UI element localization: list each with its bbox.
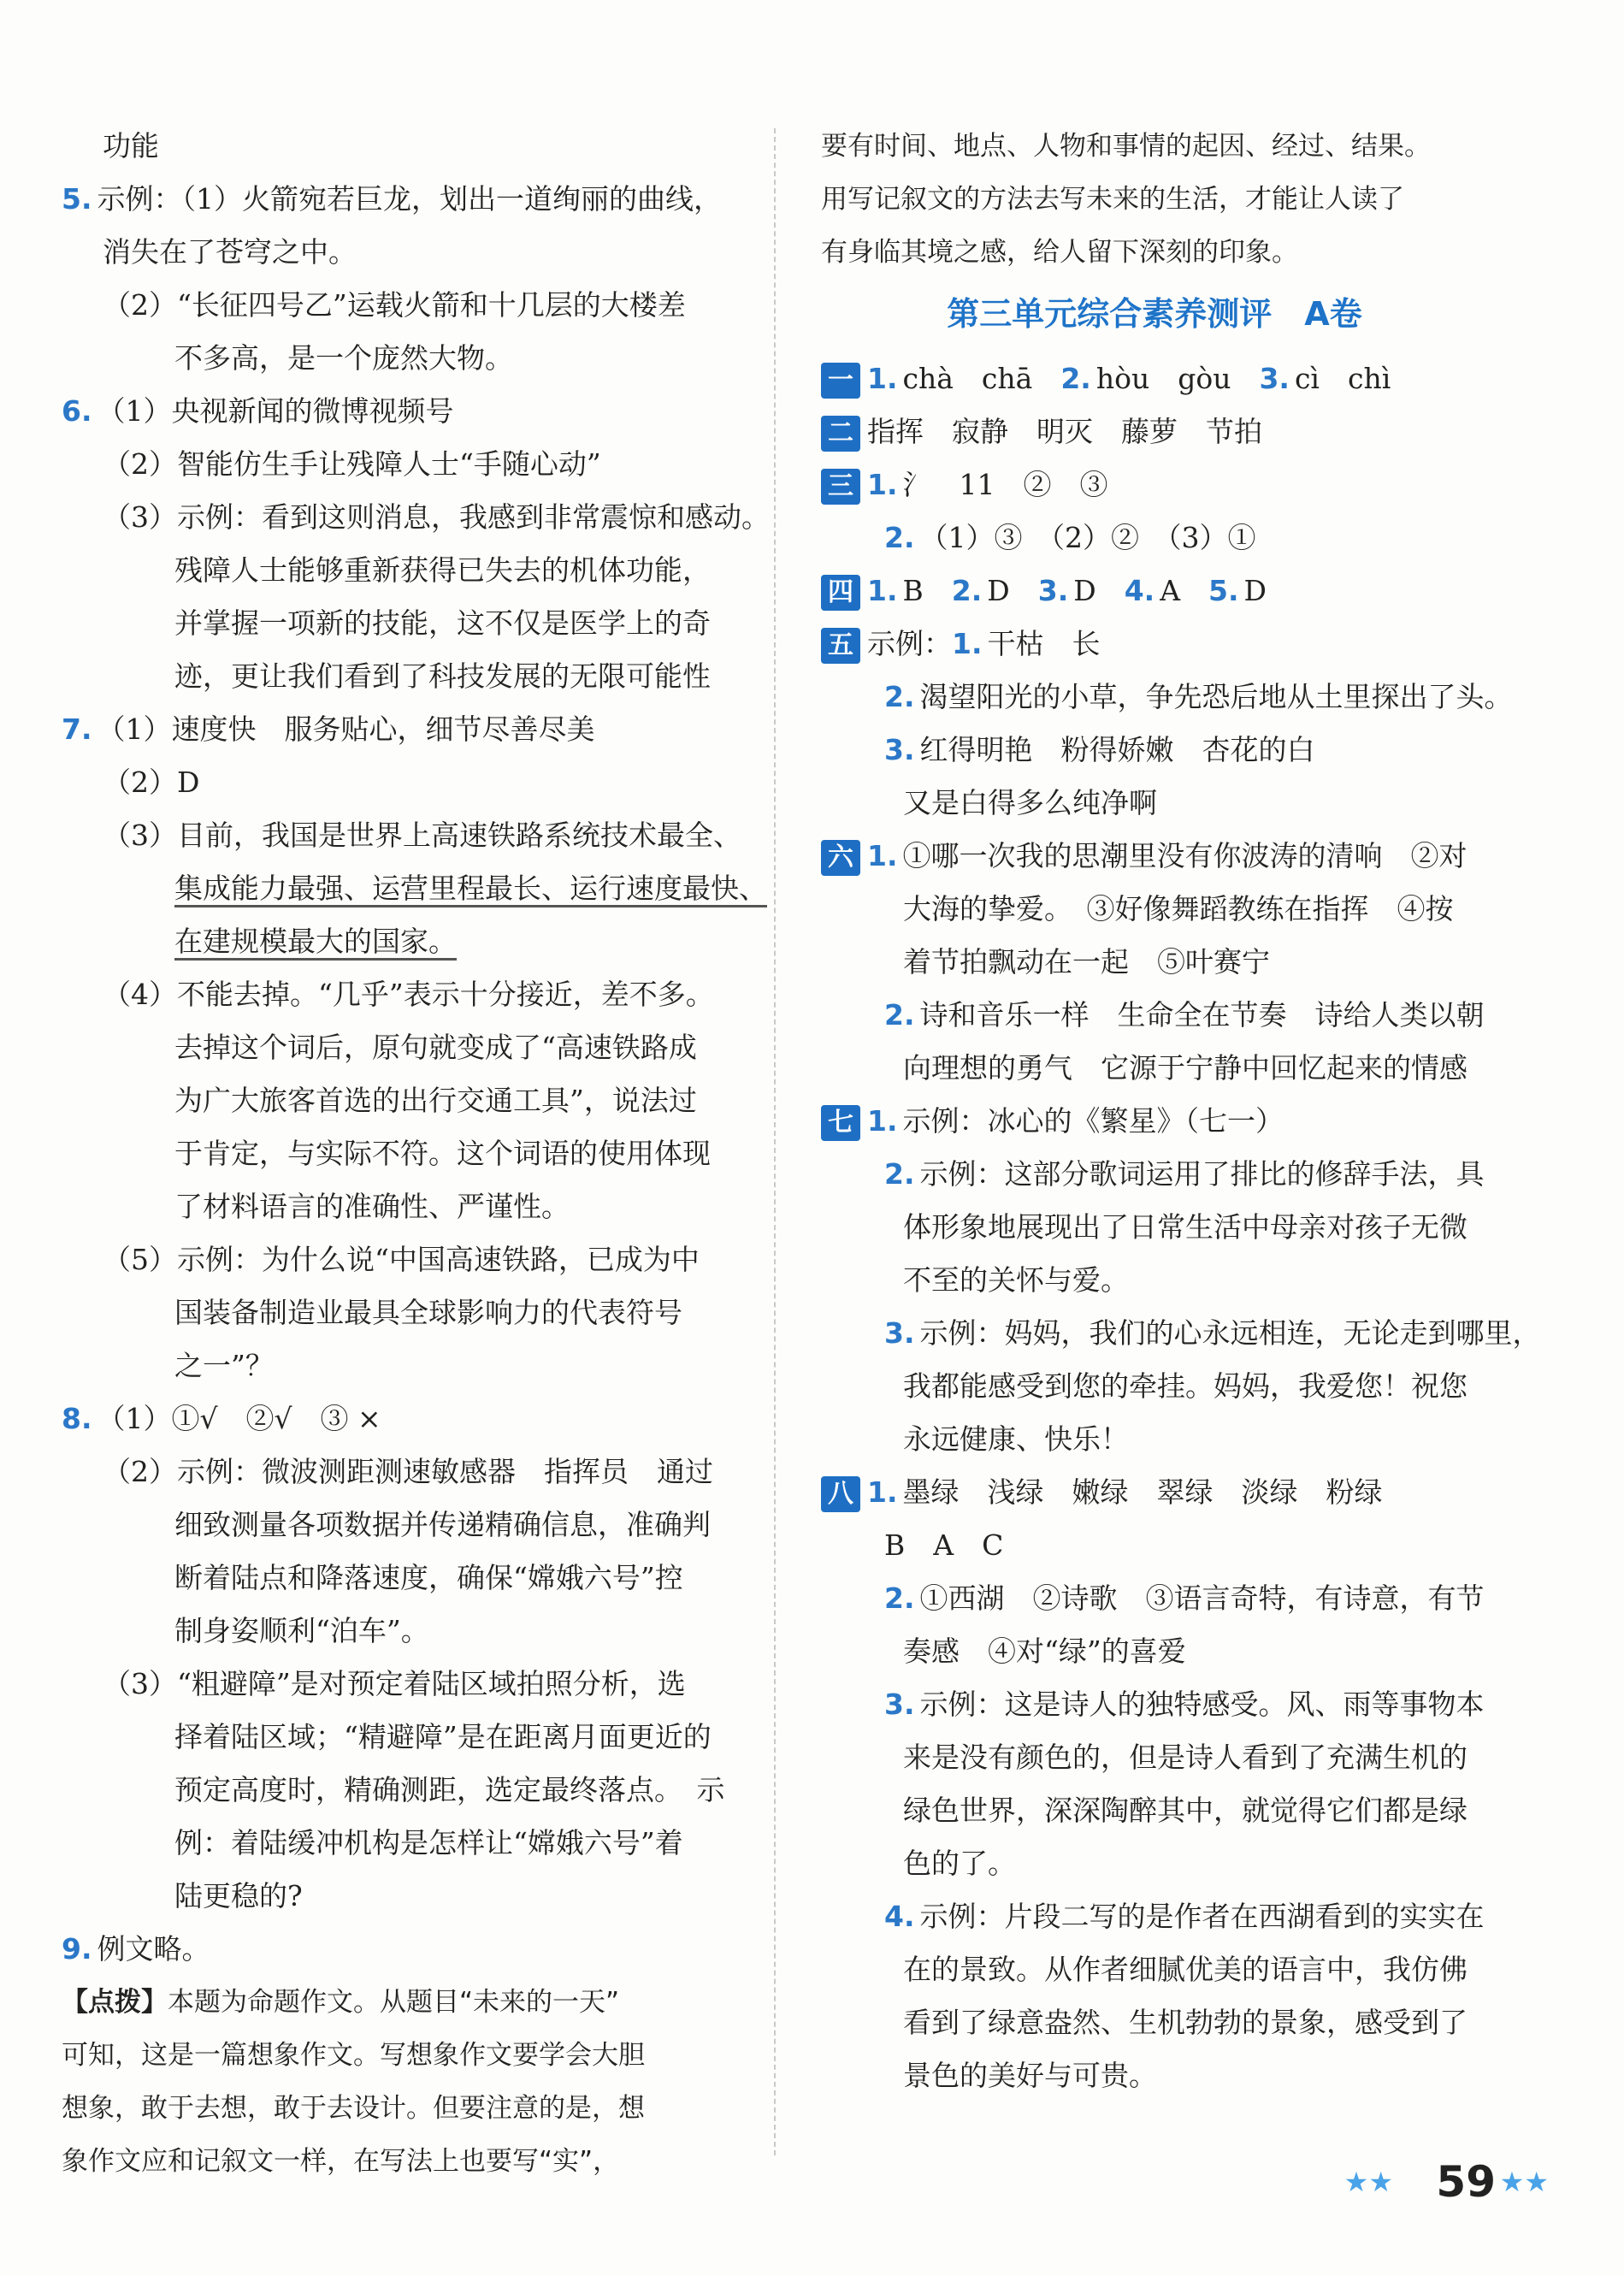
question-number: 2.	[884, 1157, 915, 1191]
answer-text: （2）智能仿生手让残障人士“手随心动”	[103, 447, 601, 481]
question-number: 5.	[62, 182, 92, 216]
section-badge: 五	[821, 628, 860, 664]
answer-text: cì chì	[1294, 362, 1391, 395]
star-icons-right: ★★	[1499, 2166, 1549, 2198]
answer-text: 示例：妈妈，我们的心永远相连，无论走到哪里，	[919, 1316, 1541, 1350]
question-number: 1.	[867, 1475, 898, 1509]
answer-text: 又是白得多么纯净啊	[903, 786, 1157, 819]
answer-text: 示例：	[867, 627, 952, 660]
answer-line	[821, 1625, 1488, 1678]
left-column	[62, 120, 770, 2188]
question-number: 3.	[1037, 574, 1069, 607]
answer-line	[62, 1923, 754, 1976]
hint-text: 象作文应和记叙文一样，在写法上也要写“实”，	[62, 2146, 620, 2177]
hint-text: 本题为命题作文。从题目“未来的一天”	[168, 1987, 620, 2018]
answer-text: 集成能力最强、运营里程最长、运行速度最快、	[174, 872, 767, 905]
answer-line	[821, 1678, 1488, 1731]
answer-text: 择着陆区域；“精避障”是在距离月面更近的	[174, 1720, 712, 1753]
answer-line	[821, 777, 1488, 830]
answer-line	[821, 1837, 1488, 1890]
answer-line	[821, 352, 1488, 405]
answer-line	[821, 1095, 1488, 1148]
answer-line	[62, 173, 754, 226]
answer-text: （1）速度快 服务贴心，细节尽善尽美	[97, 712, 595, 746]
answer-line	[62, 438, 754, 491]
answer-line	[62, 1499, 754, 1552]
answer-line	[62, 597, 754, 650]
answer-text: 细致测量各项数据并传递精确信息，准确判	[174, 1508, 711, 1541]
answer-text: 示例：片段二写的是作者在西湖看到的实实在	[919, 1900, 1485, 1933]
answer-line	[62, 491, 770, 544]
answer-line	[62, 862, 767, 915]
answer-text: 之一”？	[174, 1349, 274, 1382]
hint-line	[62, 2082, 754, 2135]
answer-line	[62, 1445, 754, 1499]
hint-text: 可知，这是一篇想象作文。写想象作文要学会大胆	[62, 2040, 645, 2071]
answer-text: 景色的美好与可贵。	[903, 2059, 1157, 2092]
question-number: 2.	[884, 998, 915, 1032]
section-badge: 三	[821, 469, 860, 505]
answer-text: 例文略。	[97, 1932, 210, 1966]
answer-line	[821, 405, 1488, 458]
section-badge: 四	[821, 575, 860, 611]
answer-text: 示例：这部分歌词运用了排比的修辞手法，具	[919, 1157, 1485, 1191]
answer-text: （3）目前，我国是世界上高速铁路系统技术最全、	[103, 819, 741, 852]
question-number: 6.	[62, 394, 92, 428]
answer-text: 迹，更让我们看到了科技发展的无限可能性	[174, 659, 711, 693]
answer-text: （1）③ （2）② （3）①	[919, 521, 1256, 554]
question-number: 1.	[867, 574, 898, 607]
answer-line	[821, 565, 1488, 618]
answer-line	[821, 1201, 1488, 1254]
answer-text: D	[987, 574, 1038, 607]
answer-text: 于肯定，与实际不符。这个词语的使用体现	[174, 1137, 711, 1170]
answer-line	[62, 1392, 754, 1445]
answer-line	[821, 883, 1488, 936]
answer-text: D	[1243, 574, 1267, 607]
answer-line	[62, 120, 754, 173]
hint-continuation-line: 用写记叙文的方法去写未来的生活，才能让人读了	[821, 184, 1404, 215]
answer-text: 陆更稳的?	[174, 1879, 303, 1912]
hint-text: 想象，敢于去想，敢于去设计。但要注意的是，想	[62, 2093, 645, 2124]
answer-line	[821, 1572, 1488, 1625]
question-number: 1.	[867, 1104, 898, 1138]
question-number: 2.	[884, 1581, 915, 1615]
answer-text: 国装备制造业最具全球影响力的代表符号	[174, 1296, 682, 1329]
answer-text: （4）不能去掉。“几乎”表示十分接近，差不多。	[103, 978, 714, 1011]
answer-line	[62, 809, 754, 862]
answer-text: 绿色世界，深深陶醉其中，就觉得它们都是绿	[903, 1794, 1468, 1827]
answer-line	[821, 1996, 1488, 2049]
answer-text: 奏感 ④对“绿”的喜爱	[903, 1635, 1186, 1668]
answer-text: 氵 11 ② ③	[902, 468, 1108, 501]
answer-line	[62, 1552, 754, 1605]
question-number: 7.	[62, 712, 92, 746]
question-number: 1.	[867, 468, 898, 501]
answer-text: 来是没有颜色的，但是诗人看到了充满生机的	[903, 1741, 1468, 1774]
answer-line	[62, 1817, 754, 1870]
answer-text: 永远健康、快乐！	[903, 1422, 1129, 1456]
answer-line	[62, 968, 754, 1021]
answer-text: 大海的挚爱。 ③好像舞蹈教练在指挥 ④按	[903, 892, 1454, 925]
hint-line	[62, 1976, 754, 2029]
answer-text: 在的景致。从作者细腻优美的语言中，我仿佛	[903, 1953, 1468, 1986]
section-badge: 一	[821, 363, 860, 399]
answer-line	[62, 915, 754, 968]
question-number: 1.	[952, 627, 983, 660]
answer-text: 不至的关怀与爱。	[903, 1263, 1129, 1297]
page-number: 59	[1436, 2157, 1496, 2207]
answer-line	[821, 671, 1513, 724]
question-number: 2.	[884, 680, 915, 713]
answer-line	[821, 830, 1488, 883]
answer-text: A	[1160, 574, 1209, 607]
star-icons-left: ★★	[1343, 2166, 1393, 2198]
answer-line	[62, 1286, 754, 1339]
answer-line	[62, 1764, 754, 1817]
answer-text: hòu gòu	[1095, 362, 1260, 395]
answer-line	[821, 1413, 1488, 1466]
hint-note	[62, 1976, 754, 2188]
answer-line	[821, 1890, 1488, 1943]
answer-line	[62, 226, 754, 279]
answer-line	[62, 1339, 754, 1392]
hint-continuation-line: 要有时间、地点、人物和事情的起因、经过、结果。	[821, 131, 1431, 162]
answer-line	[821, 1360, 1488, 1413]
answer-line	[62, 756, 754, 809]
answer-line	[821, 1466, 1488, 1519]
answer-line	[821, 936, 1488, 989]
question-number: 8.	[62, 1402, 92, 1435]
answer-line	[62, 544, 754, 597]
answer-text: 不多高，是一个庞然大物。	[174, 341, 513, 375]
answer-line	[821, 1148, 1488, 1201]
answer-text: 去掉这个词后，原句就变成了“高速铁路成	[174, 1031, 697, 1064]
answer-text: （1）①√ ②√ ③ ×	[97, 1402, 381, 1435]
hint-line	[62, 2135, 754, 2188]
answer-text: 功能	[103, 129, 159, 163]
question-number: 9.	[62, 1932, 92, 1966]
answer-text: （3）“粗避障”是对预定着陆区域拍照分析，选	[103, 1667, 686, 1700]
answer-text: （2）“长征四号乙”运载火箭和十几层的大楼差	[103, 288, 686, 322]
answer-text: （2）示例：微波测距测速敏感器 指挥员 通过	[103, 1455, 713, 1488]
answer-text: B A C	[884, 1528, 1004, 1562]
answer-text: 消失在了苍穹之中。	[103, 235, 357, 269]
answer-text: 示例：（1）火箭宛若巨龙，划出一道绚丽的曲线，	[97, 182, 722, 216]
answer-text: 诗和音乐一样 生命全在节奏 诗给人类以朝	[919, 998, 1485, 1032]
answer-text: 示例：这是诗人的独特感受。风、雨等事物本	[919, 1688, 1485, 1721]
answer-text: 例：着陆缓冲机构是怎样让“嫦娥六号”着	[174, 1826, 683, 1859]
answer-text: B	[902, 574, 952, 607]
answer-line	[821, 989, 1488, 1042]
section-badge: 八	[821, 1476, 860, 1512]
answer-line	[62, 332, 754, 385]
section-title: 第三单元综合素养测评 A卷	[947, 295, 1362, 333]
answer-line	[62, 1870, 754, 1923]
answer-line	[62, 385, 754, 438]
hint-label: 【点拨】	[62, 1987, 168, 2018]
answer-line	[821, 1943, 1488, 1996]
section-badge: 六	[821, 840, 860, 876]
answer-text: 为广大旅客首选的出行交通工具”，说法过	[174, 1084, 697, 1117]
answer-line	[62, 1180, 754, 1233]
answer-line	[62, 1074, 754, 1127]
answer-line	[62, 279, 754, 332]
answer-text: 预定高度时，精确测距，选定最终落点。 示	[174, 1773, 725, 1806]
answer-text: 并掌握一项新的技能，这不仅是医学上的奇	[174, 606, 711, 640]
answer-text: 墨绿 浅绿 嫩绿 翠绿 淡绿 粉绿	[902, 1475, 1383, 1509]
column-divider	[774, 128, 776, 2155]
question-number: 4.	[884, 1900, 915, 1933]
section-badge: 七	[821, 1105, 860, 1141]
hint-line	[62, 2029, 754, 2082]
right-column	[821, 120, 1541, 2102]
answer-text: chà chā	[902, 362, 1061, 395]
question-number: 3.	[884, 1688, 915, 1721]
answer-text: 断着陆点和降落速度，确保“嫦娥六号”控	[174, 1561, 683, 1594]
answer-line	[62, 650, 754, 703]
question-number: 5.	[1208, 574, 1239, 607]
answer-line	[821, 2049, 1488, 2102]
answer-text: 向理想的勇气 它源于宁静中回忆起来的情感	[903, 1051, 1468, 1085]
answer-line	[62, 1711, 754, 1764]
question-number: 3.	[1259, 362, 1290, 395]
question-number: 2.	[951, 574, 983, 607]
answer-line	[821, 1307, 1541, 1360]
answer-text: 红得明艳 粉得娇嫩 杏花的白	[919, 733, 1315, 766]
hint-continuation-line: 有身临其境之感，给人留下深刻的印象。	[821, 237, 1298, 268]
answer-line	[821, 1519, 1488, 1572]
answer-line	[821, 618, 1488, 671]
answer-line	[62, 1605, 754, 1658]
answer-line	[821, 1731, 1488, 1784]
answer-text: 制身姿顺利“泊车”。	[174, 1614, 429, 1647]
answer-line	[62, 1658, 754, 1711]
question-number: 4.	[1124, 574, 1155, 607]
answer-line	[821, 511, 1488, 565]
answer-line	[62, 1233, 754, 1286]
answer-line	[821, 1784, 1488, 1837]
answer-text: 我都能感受到您的牵挂。妈妈，我爱您！祝您	[903, 1369, 1468, 1403]
answer-line	[821, 458, 1488, 511]
answer-text: ①西湖 ②诗歌 ③语言奇特，有诗意，有节	[919, 1581, 1485, 1615]
answer-line	[821, 1254, 1488, 1307]
question-number: 1.	[867, 839, 898, 872]
answer-line	[821, 724, 1488, 777]
question-number: 2.	[884, 521, 915, 554]
answer-text: 色的了。	[903, 1847, 1016, 1880]
question-number: 3.	[884, 1316, 915, 1350]
question-number: 2.	[1060, 362, 1091, 395]
answer-text: 渴望阳光的小草，争先恐后地从土里探出了头。	[919, 680, 1513, 713]
answer-text: （1）央视新闻的微博视频号	[97, 394, 454, 428]
answer-line	[62, 703, 754, 756]
answer-text: 看到了绿意盎然、生机勃勃的景象，感受到了	[903, 2006, 1468, 2039]
answer-text: 示例：冰心的《繁星》（七一）	[902, 1104, 1284, 1138]
answer-text: 在建规模最大的国家。	[174, 925, 457, 958]
answer-line	[62, 1127, 754, 1180]
answer-text: （5）示例：为什么说“中国高速铁路，已成为中	[103, 1243, 700, 1276]
answer-line	[62, 1021, 754, 1074]
answer-text: 体形象地展现出了日常生活中母亲对孩子无微	[903, 1210, 1468, 1244]
question-number: 1.	[867, 362, 898, 395]
answer-text: 指挥 寂静 明灭 藤萝 节拍	[867, 415, 1262, 448]
answer-text: （2）D	[103, 766, 200, 799]
question-number: 3.	[884, 733, 915, 766]
answer-text: （3）示例：看到这则消息，我感到非常震惊和感动。	[103, 500, 770, 534]
answer-text: ①哪一次我的思潮里没有你波涛的清响 ②对	[902, 839, 1468, 872]
answer-text: D	[1073, 574, 1125, 607]
answer-text: 残障人士能够重新获得已失去的机体功能，	[174, 553, 711, 587]
answer-text: 着节拍飘动在一起 ⑤叶赛宁	[903, 945, 1270, 978]
answer-text: 干枯 长	[987, 627, 1101, 660]
answer-line	[821, 1042, 1488, 1095]
answer-text: 了材料语言的准确性、严谨性。	[174, 1190, 570, 1223]
section-badge: 二	[821, 416, 860, 452]
